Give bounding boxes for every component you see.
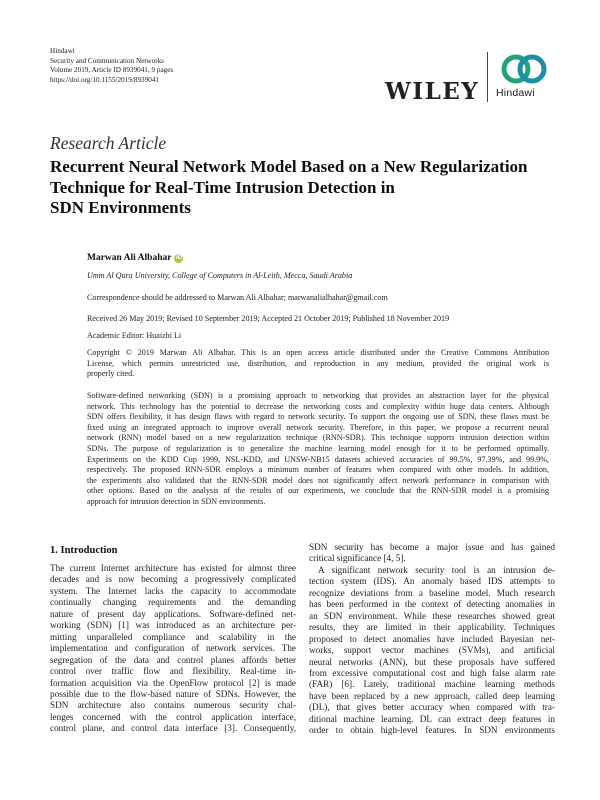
text-line: the experiments also validated that the RNN-SDR model does not significantly affect network performance in comparison with <box>87 475 549 485</box>
text-line: A significant network security tool is an intrusion de- <box>318 564 555 575</box>
text-line: fixed using an integrated approach to improve overall network security. Therefore, in this paper, we propose a recurrent neural <box>87 422 549 432</box>
text-line: SDN security has become a major issue and has gained <box>309 542 555 552</box>
text-line: lenges concerned with the control application interface, <box>50 711 296 722</box>
title-line: Recurrent Neural Network Model Based on a New Regularization <box>50 157 528 176</box>
text-line: License, which permits unrestricted use, distribution, and reproduction in any medium, provided the original work is <box>87 358 549 368</box>
text-line: (FAR) [6]. Lately, traditional machine learning methods <box>309 679 555 690</box>
publication-dates: Received 26 May 2019; Revised 10 September 2019; Accepted 21 October 2019; Published 18 November 2019 <box>87 314 450 323</box>
text-line: order to obtain high-level features. In SDN environments <box>309 725 555 736</box>
title-line: SDN Environments <box>50 198 191 217</box>
text-line: SDN offers flexibility, it has design flaws with regard to network security. To support the ongoing use of SDN, these flaws must be <box>87 412 549 422</box>
logo-divider <box>487 52 488 102</box>
text-line: Software-defined networking (SDN) is a promising approach to networking that provides an abstraction layer for the physical <box>87 391 549 400</box>
body-column-right <box>309 542 555 737</box>
academic-editor: Academic Editor: Huaizhi Li <box>87 331 182 340</box>
author-name[interactable] <box>87 253 183 263</box>
text-line: working (SDN) [1] was introduced as an architecture per- <box>50 620 296 631</box>
abstract <box>87 391 549 508</box>
text-line: properly cited. <box>87 369 135 379</box>
text-line: proposed to detect anomalies have included Bayesian net- <box>309 633 555 644</box>
text-line: neural networks (ANN), but these proposals have suffered <box>309 656 555 667</box>
text-line: Copyright © 2019 Marwan Ali Albahar. This is an open access article distributed under the Creative Commons Attribution <box>87 348 549 357</box>
journal-publisher: Hindawi <box>50 47 75 55</box>
text-line: (DL), that gives better accuracy when compared with tra- <box>309 702 555 713</box>
article-type: Research Article <box>50 133 167 153</box>
text-line: have been replaced by a new approach, called deep learning <box>309 690 555 701</box>
section-heading-introduction: 1. Introduction <box>50 545 118 556</box>
text-line: SDN architecture also contains numerous security chal- <box>50 700 296 711</box>
text-line: control plane, and control data interface [3]. Consequently, <box>50 723 296 734</box>
text-line: critical significance [4, 5]. <box>309 553 406 564</box>
text-line: tection system (IDS). An anomaly based IDS attempts to <box>309 576 555 587</box>
article-title <box>50 157 570 219</box>
hindawi-wordmark: Hindawi <box>496 87 535 99</box>
text-line: network (RNN) model based on a new regularization technique (RNN-SDR). This technique supports intrusion detection within <box>87 433 549 443</box>
correspondence: Correspondence should be addressed to Marwan Ali Albahar; marwanalialbahar@gmail.com <box>87 293 388 302</box>
text-line: Experiments on the KDD Cup 1999, NSL-KDD, and UNSW-NB15 datasets achieved accuracies of 99.5%, 97.39%, and 99.9%, <box>87 454 549 464</box>
text-line: ditional machine learning. DL can extract deep features in <box>309 713 555 724</box>
hindawi-logo-icon <box>499 48 549 90</box>
author-name-text: Marwan Ali Albahar <box>87 253 172 263</box>
text-line: SDNs. The purpose of regularization is to generalize the machine learning model enough for it to be performed optimally. <box>87 443 549 453</box>
text-line: continually changing requirements and the demanding <box>50 597 296 608</box>
title-line: Technique for Real-Time Intrusion Detection in <box>50 177 395 197</box>
text-line: decades and is now becoming a progressively complicated <box>50 574 296 585</box>
body-column-left <box>50 563 296 735</box>
text-line: control over traffic flow and flexibility. Real-time in- <box>50 666 296 677</box>
text-line: implementation and configuration of network services. The <box>50 643 296 654</box>
text-line: respectively. The proposed RNN-SDR employs a minimum number of features when compared with other models. In addition, <box>87 465 549 475</box>
text-line: segregation of the data and control planes affords better <box>50 654 296 665</box>
text-line: works, support vector machines (SVMs), and artificial <box>309 645 555 656</box>
journal-doi[interactable]: https://doi.org/10.1155/2019/8939041 <box>50 75 160 84</box>
journal-info <box>50 47 173 85</box>
text-line: formation acquisition via the OpenFlow protocol [2] is made <box>50 677 296 688</box>
text-line: network. This technology has the potential to decrease the networking costs and complexity within huge data centers. Although <box>87 401 549 411</box>
text-line: has been performed in the context of detecting anomalies in <box>309 599 555 610</box>
wiley-logo: WILEY <box>385 78 480 105</box>
text-line: from excessive computational cost and high false alarm rate <box>309 667 555 678</box>
text-line: recognize deviations from a baseline model. Much research <box>309 587 555 598</box>
text-line: approach for intrusion detection in SDN environments. <box>87 496 266 506</box>
text-line: nature of present day applications. Software-defined net- <box>50 608 296 619</box>
affiliation: Umm Al Qura University, College of Computers in Al-Leith, Mecca, Saudi Arabia <box>87 271 353 280</box>
copyright-notice <box>87 348 549 380</box>
text-line: possible due to the flow-based nature of SDNs. However, the <box>50 688 296 699</box>
text-line: mitting unparalleled compliance and scalability in the <box>50 631 296 642</box>
text-line: an SDN environment. While these researches showed great <box>309 610 555 621</box>
text-line: results, they are limited in their applicability. Techniques <box>309 622 555 633</box>
text-line: system. The Internet lacks the capacity to accommodate <box>50 585 296 596</box>
journal-volume: Volume 2019, Article ID 8939041, 9 pages <box>50 66 174 75</box>
text-line: other options. Based on the analysis of the results of our experiments, we conclude that the RNN-SDR model is a promising <box>87 486 549 496</box>
journal-name: Security and Communication Networks <box>50 56 164 65</box>
text-line: The current Internet architecture has existed for almost three <box>50 563 296 573</box>
orcid-icon[interactable]: iD <box>175 255 182 261</box>
